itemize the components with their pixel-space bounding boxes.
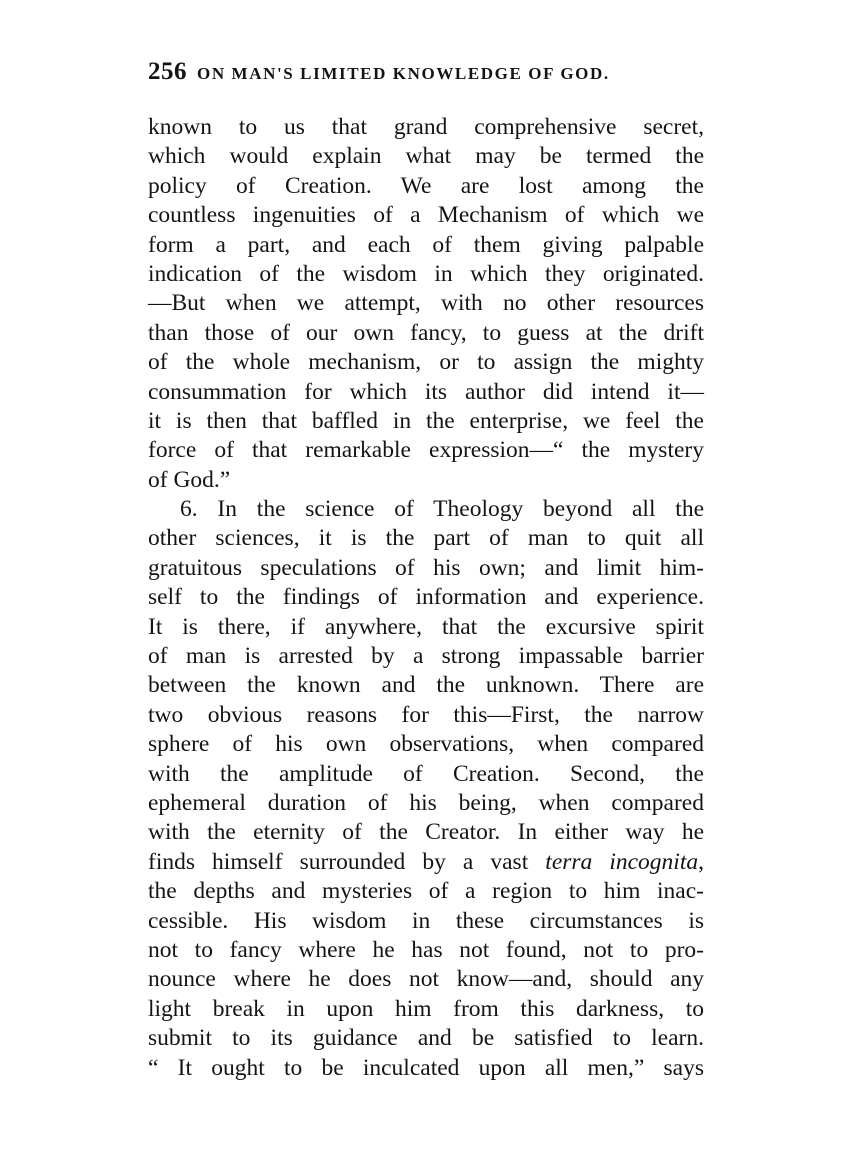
text-segment: of God.”	[148, 466, 231, 493]
text-segment: ,	[698, 848, 704, 875]
text-line	[148, 1054, 704, 1083]
text-segment: nounce where he does not know—and, should any	[148, 966, 704, 993]
text-segment: 6. In the science of Theology beyond all the	[180, 496, 704, 523]
text-line	[148, 995, 704, 1024]
text-segment: submit to its guidance and be satisfied to learn.	[148, 1025, 704, 1052]
page-number: 256	[148, 58, 187, 85]
text-segment: than those of our own fancy, to guess at the drift	[148, 319, 704, 346]
text-segment: finds himself surrounded by a vast	[148, 848, 546, 875]
text-line	[148, 936, 704, 965]
text-segment: It is there, if anywhere, that the excursive spirit	[148, 613, 704, 640]
text-segment: with the amplitude of Creation. Second, the	[148, 760, 704, 787]
text-line	[148, 231, 704, 260]
text-segment: gratuitous speculations of his own; and limit him-	[148, 554, 704, 581]
text-line	[148, 701, 704, 730]
text-line	[148, 142, 704, 171]
text-line	[148, 554, 704, 583]
text-line	[148, 965, 704, 994]
text-line	[148, 348, 704, 377]
text-segment: ephemeral duration of his being, when compared	[148, 789, 704, 816]
text-line	[148, 583, 704, 612]
text-line	[148, 319, 704, 348]
text-segment: which would explain what may be termed the	[148, 143, 704, 170]
text-line	[148, 1024, 704, 1053]
text-line	[148, 671, 704, 700]
text-segment: other sciences, it is the part of man to quit all	[148, 525, 704, 552]
text-segment: consummation for which its author did intend it—	[148, 378, 704, 405]
text-line	[148, 289, 704, 318]
text-line	[148, 907, 704, 936]
text-segment: countless ingenuities of a Mechanism of which we	[148, 202, 704, 229]
text-segment: force of that remarkable expression—“ the mystery	[148, 437, 704, 464]
text-line	[148, 642, 704, 671]
text-segment: cessible. His wisdom in these circumstances is	[148, 907, 704, 934]
text-line	[148, 730, 704, 759]
body-text	[148, 113, 704, 1083]
running-head	[148, 58, 704, 92]
text-segment: sphere of his own observations, when compared	[148, 731, 704, 758]
text-segment: two obvious reasons for this—First, the narrow	[148, 701, 704, 728]
text-segment: known to us that grand comprehensive secret,	[148, 114, 704, 140]
text-segment: it is then that baffled in the enterprise, we feel the	[148, 407, 704, 434]
text-segment: of the whole mechanism, or to assign the mighty	[148, 349, 704, 376]
text-line	[148, 466, 704, 495]
text-line	[148, 201, 704, 230]
text-line	[148, 613, 704, 642]
text-line	[148, 848, 704, 877]
text-line	[148, 113, 704, 142]
text-line	[148, 407, 704, 436]
text-segment: self to the findings of information and experience.	[148, 584, 704, 611]
text-segment: “ It ought to be inculcated upon all men,” says	[148, 1054, 704, 1081]
text-segment: with the eternity of the Creator. In either way he	[148, 819, 704, 846]
text-line	[148, 877, 704, 906]
text-line	[148, 436, 704, 465]
text-line	[148, 378, 704, 407]
text-segment: light break in upon him from this darkness, to	[148, 995, 704, 1022]
paragraph-start-line	[148, 495, 704, 524]
text-segment: policy of Creation. We are lost among the	[148, 172, 704, 199]
text-line	[148, 260, 704, 289]
text-line	[148, 789, 704, 818]
text-segment: of man is arrested by a strong impassable barrier	[148, 643, 704, 670]
text-line	[148, 172, 704, 201]
text-segment: not to fancy where he has not found, not to pro-	[148, 936, 704, 963]
text-segment: form a part, and each of them giving palpable	[148, 231, 704, 258]
running-title: ON MAN'S LIMITED KNOWLEDGE OF GOD.	[197, 64, 610, 83]
text-segment: the depths and mysteries of a region to him inac-	[148, 878, 704, 905]
text-segment: between the known and the unknown. There are	[148, 672, 704, 699]
text-line	[148, 760, 704, 789]
italic-phrase: terra incognita	[545, 848, 699, 875]
text-line	[148, 818, 704, 847]
text-line	[148, 524, 704, 553]
text-segment: —But when we attempt, with no other resources	[148, 290, 704, 317]
text-segment: indication of the wisdom in which they originated.	[148, 260, 704, 287]
